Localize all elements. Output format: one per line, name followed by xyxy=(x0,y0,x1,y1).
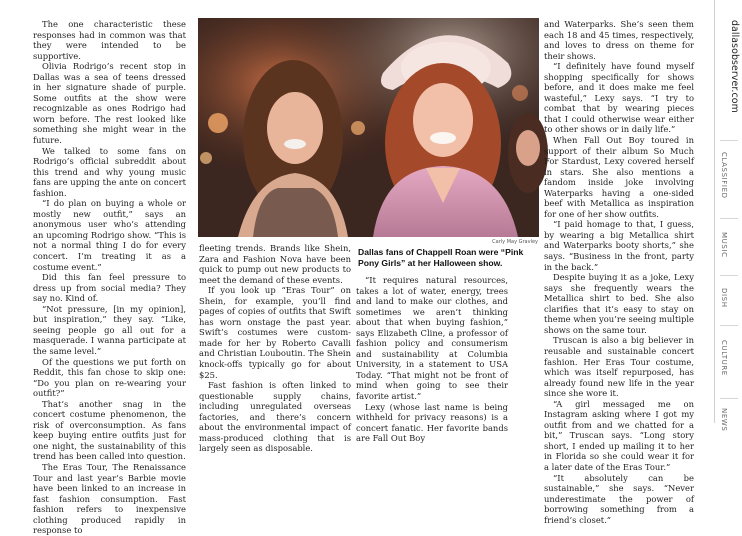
photo-illustration xyxy=(198,18,539,237)
paragraph: Fast fashion is often linked to questionable supply chains, including unregulated overseas factories, and there’s concern about the environmental impact of mass-produced clothing that is largely seen as disposable. xyxy=(199,380,351,454)
article-column-3 xyxy=(356,275,508,444)
paragraph: fleeting trends. Brands like Shein, Zara and Fashion Nova have been quick to pump out new products to meet the demand of these events. xyxy=(199,243,351,285)
nav-culture[interactable]: CULTURE xyxy=(720,340,728,376)
paragraph: “I definitely have found myself shopping specifically for shows before, and it does make me feel wasteful,” Lexy says. “I try to combat that by wearing pieces that I could otherwise wear either to other shows or in daily life.” xyxy=(544,61,694,135)
paragraph: Olivia Rodrigo’s recent stop in Dallas was a sea of teens dressed in her signature shade of purple. Some outfits at the show were recognizable as ones Rodrigo had worn before. The rest looked like something she might wear in the future. xyxy=(33,61,186,146)
nav-dish[interactable]: DISH xyxy=(720,288,728,308)
paragraph: “A girl messaged me on Instagram asking where I got my outfit from and we chatted for a bit,” Truscan says. “Long story short, I ended up mailing it to her in Florida so she could wear it for a later date of the Eras Tour.” xyxy=(544,398,694,472)
nav-music[interactable]: MUSIC xyxy=(720,232,728,258)
paragraph: Despite buying it as a joke, Lexy says she frequently wears the Metallica shirt to bed. She also clarifies that it’s easy to stay on theme when you’re seeing multiple shows on the same tour. xyxy=(544,272,694,335)
paragraph: “It absolutely can be sustainable,” she says. “Never underestimate the power of borrowing something from a friend’s closet.” xyxy=(544,472,694,525)
paragraph: “Not pressure, [in my opinion], but inspiration,” they say. “Like, seeing people go all out for a masquerade. I wanna participate at the same level.” xyxy=(33,303,186,356)
paragraph: “It requires natural resources, takes a lot of water, energy, trees and land to make our clothes, and sometimes we aren’t thinking about that when buying fashion,” says Elizabeth Cline, a professor of fashion policy and consumerism and sustainability at Columbia University, in a statement to USA Today. “That might not be front of mind when going to see their favorite artist.” xyxy=(356,275,508,402)
divider xyxy=(720,398,738,399)
paragraph: We talked to some fans on Rodrigo’s official subreddit about this trend and why young music fans are upping the ante on concert fashion. xyxy=(33,145,186,198)
photo-credit: Carly May Gravley xyxy=(492,239,538,245)
paragraph: Did this fan feel pressure to dress up from social media? They say no. Kind of. xyxy=(33,272,186,304)
photo-caption: Dallas fans of Chappell Roan were “Pink Pony Girls” at her Halloween show. xyxy=(358,247,524,268)
paragraph: Lexy (whose last name is being withheld for privacy reasons) is a concert fanatic. Her favorite bands are Fall Out Boy xyxy=(356,401,508,444)
article-column-4 xyxy=(544,19,694,525)
divider xyxy=(720,275,738,276)
paragraph: The Eras Tour, The Renaissance Tour and last year’s Barbie movie have been linked to an increase in fast fashion consumption. Fast fashion refers to inexpensive clothing produced rapidly in response to xyxy=(33,461,186,536)
article-column-2 xyxy=(199,243,351,454)
concert-fans-photo xyxy=(198,18,539,237)
divider xyxy=(720,325,738,326)
divider xyxy=(720,218,738,219)
paragraph: If you look up “Eras Tour” on Shein, for example, you’ll find pages of copies of outfits that Swift has worn onstage the past year. Swift’s costumes were custom-made for her by Roberto Cavalli and Christian Louboutin. The Shein knock-offs typically go for about $25. xyxy=(199,285,351,380)
site-url[interactable]: dallasobserver.com xyxy=(729,20,740,113)
paragraph: Truscan is also a big believer in reusable and sustainable concert fashion. Her Eras Tour costume, which was itself repurposed, has already found new life in the year since she wore it. xyxy=(544,335,694,399)
divider xyxy=(720,140,738,141)
paragraph: Of the questions we put forth on Reddit, this fan chose to skip one: “Do you plan on re-wearing your outfit?” xyxy=(33,356,186,399)
paragraph: That’s another snag in the concert costume phenomenon, the risk of overconsumption. As fans keep buying entire outfits just for one night, the sustainability of this trend has been called into question. xyxy=(33,398,186,462)
nav-classified[interactable]: CLASSIFIED xyxy=(720,152,728,199)
paragraph: When Fall Out Boy toured in support of their album So Much For Stardust, Lexy covered herself in stars. She also mentions a fandom inside joke involving Waterparks having a one-sided beef with Metallica as inspiration for one of her show outfits. xyxy=(544,135,694,219)
paragraph: “I do plan on buying a whole or mostly new outfit,” says an anonymous user who’s attending an upcoming Rodrigo show. “This is not a normal thing I do for every concert. I’m treating it as a costume event.” xyxy=(33,198,186,272)
paragraph: and Waterparks. She’s seen them each 18 and 45 times, respectively, and loves to dress on theme for their shows. xyxy=(544,19,694,61)
nav-news[interactable]: NEWS xyxy=(720,408,728,432)
paragraph: “I paid homage to that, I guess, by wearing a big Metallica shirt and Waterparks booty shorts,” she says. “Business in the front, party in the back.” xyxy=(544,219,694,272)
article-column-1 xyxy=(33,19,186,536)
page-sidebar xyxy=(714,0,742,432)
paragraph: The one characteristic these responses had in common was that they were intended to be supportive. xyxy=(33,19,186,61)
